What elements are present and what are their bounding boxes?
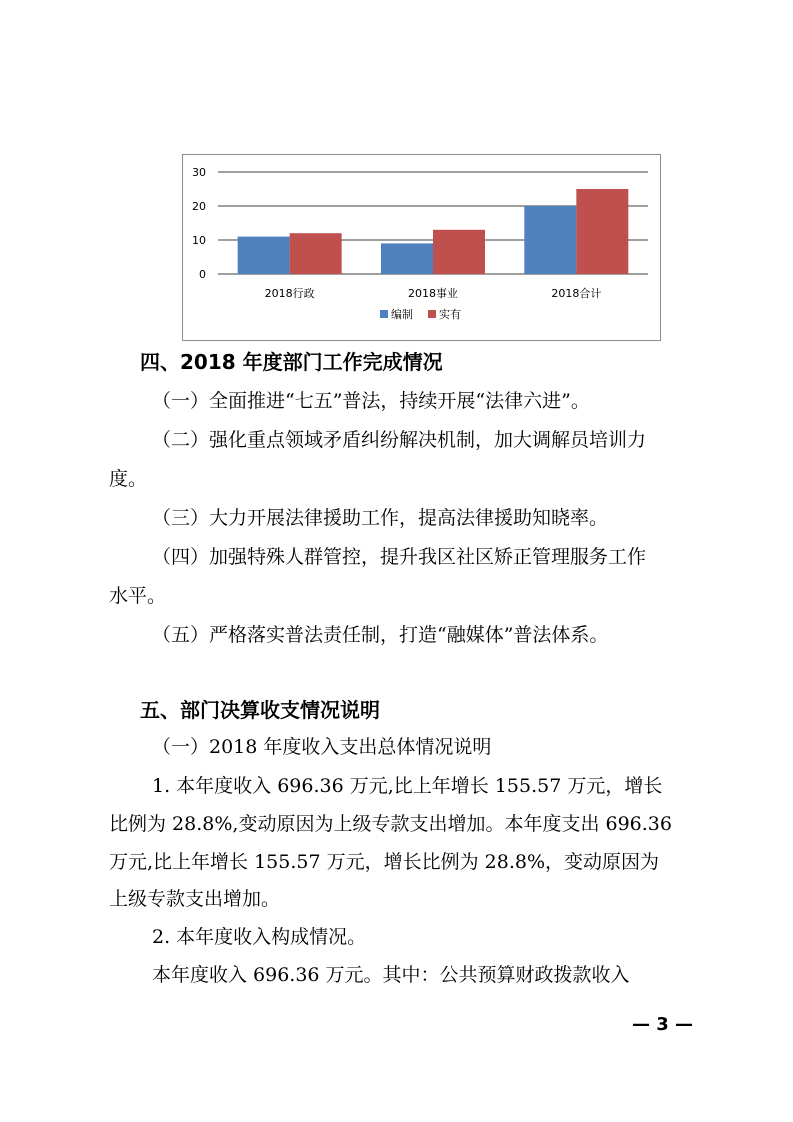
x-tick-label: 2018合计	[551, 287, 602, 300]
y-tick-label: 20	[192, 200, 206, 213]
section4-item-2-cont: 度。	[109, 468, 148, 490]
staffing-bar-chart	[182, 154, 661, 341]
section4-item-1: （一）全面推进“七五”普法，持续开展“法律六进”。	[152, 390, 590, 412]
x-tick-label: 2018行政	[264, 287, 315, 300]
bar-bianzhi	[238, 237, 290, 274]
section5-para-1-line-2: 比例为 28.8%,变动原因为上级专款支出增加。本年度支出 696.36	[109, 813, 672, 835]
section4-item-4-cont: 水平。	[109, 585, 167, 607]
section5-para-1-line-1: 1. 本年度收入 696.36 万元,比上年增长 155.57 万元，增长	[152, 775, 663, 797]
section5-para-1-line-3: 万元,比上年增长 155.57 万元，增长比例为 28.8%，变动原因为	[109, 851, 659, 873]
legend-swatch	[380, 310, 388, 318]
y-tick-label: 30	[192, 166, 206, 179]
page-number: — 3 —	[632, 1014, 694, 1035]
section5-subheading-1: （一）2018 年度收入支出总体情况说明	[152, 736, 492, 758]
section5-item-2: 2. 本年度收入构成情况。	[152, 926, 367, 948]
section5-para-2-line-1: 本年度收入 696.36 万元。其中：公共预算财政拨款收入	[152, 964, 630, 986]
bar-bianzhi	[524, 206, 576, 274]
section4-item-3: （三）大力开展法律援助工作，提高法律援助知晓率。	[152, 507, 609, 529]
bar-bianzhi	[381, 243, 433, 274]
section4-item-5: （五）严格落实普法责任制，打造“融媒体”普法体系。	[152, 624, 609, 646]
bar-shiyou	[576, 189, 628, 274]
bar-shiyou	[433, 230, 485, 274]
legend-swatch	[428, 310, 436, 318]
section5-para-1-line-4: 上级专款支出增加。	[109, 888, 281, 910]
section4-item-4: （四）加强特殊人群管控，提升我区社区矫正管理服务工作	[152, 546, 647, 568]
chart-canvas	[183, 155, 662, 342]
section4-title: 四、2018 年度部门工作完成情况	[140, 350, 443, 374]
section4-item-2: （二）强化重点领域矛盾纠纷解决机制，加大调解员培训力	[152, 429, 647, 451]
y-tick-label: 0	[199, 268, 206, 281]
y-tick-label: 10	[192, 234, 206, 247]
x-tick-label: 2018事业	[408, 287, 458, 300]
bar-shiyou	[290, 233, 342, 274]
legend-label: 实有	[439, 308, 461, 321]
legend-label: 编制	[391, 308, 413, 321]
section5-title: 五、部门决算收支情况说明	[140, 698, 380, 722]
